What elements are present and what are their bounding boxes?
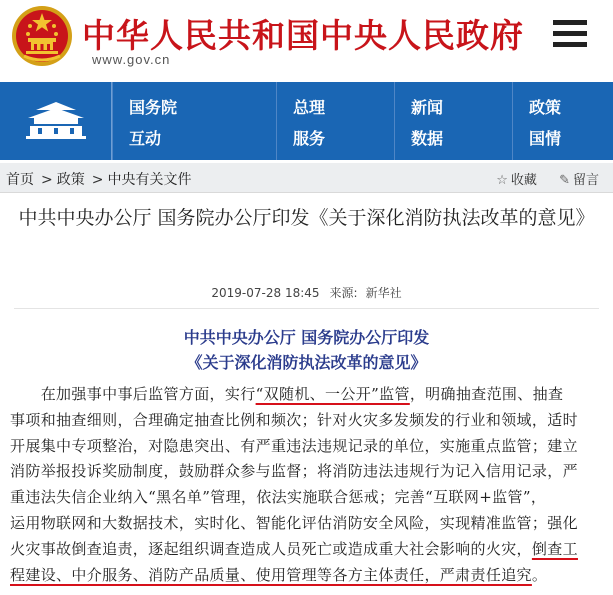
main-nav — [0, 82, 613, 160]
star-icon: ☆ — [496, 173, 508, 188]
article-body — [10, 382, 603, 588]
pencil-icon: ✎ — [559, 173, 570, 188]
breadcrumb-separator: > — [91, 172, 104, 188]
body-line — [10, 408, 603, 434]
text-segment: 运用物联网和大数据技术，实时化、智能化评估消防安全风险，实现精准监管；强化 — [10, 513, 578, 532]
favorite-label: 收藏 — [510, 173, 537, 188]
source-name: 新华社 — [365, 286, 402, 300]
hamburger-menu-icon[interactable] — [553, 20, 587, 48]
nav-column-4 — [512, 82, 613, 160]
nav-item-policy[interactable]: 政策 — [529, 98, 562, 117]
breadcrumb — [6, 169, 194, 189]
article-heading-issuers: 中共中央办公厅 国务院办公厅印发 — [183, 328, 430, 347]
site-url: www.gov.cn — [92, 52, 171, 67]
text-segment: ，明确抽查范围、抽查 — [409, 385, 564, 403]
nav-item-news[interactable]: 新闻 — [411, 98, 444, 117]
text-segment: 在加强事中事后监管方面，实行 — [10, 385, 256, 403]
nav-column-3 — [394, 82, 512, 160]
text-segment: 。 — [531, 565, 548, 584]
breadcrumb-separator: > — [41, 172, 53, 188]
text-segment: 事项和抽查细则，合理确定抽查比例和频次；针对火灾多发频发的行业和领域，适时 — [10, 410, 578, 429]
body-line — [10, 563, 603, 589]
nav-item-services[interactable]: 服务 — [293, 129, 326, 148]
body-line — [10, 434, 603, 460]
text-segment: 火灾事故倒查追责，逐起组织调查造成人员死亡或造成重大社会影响的火灾， — [10, 539, 532, 558]
breadcrumb-central-documents[interactable]: 中央有关文件 — [107, 172, 192, 188]
highlighted-text: 倒查工 — [531, 539, 578, 558]
favorite-button[interactable] — [496, 173, 537, 188]
nav-column-1 — [112, 82, 276, 160]
national-emblem-icon[interactable] — [10, 4, 74, 68]
nav-item-interaction[interactable]: 互动 — [129, 129, 162, 148]
text-segment: 重违法失信企业纳入“黑名单”管理，依法实施联合惩戒；完善“互联网+监管”， — [10, 488, 547, 507]
comment-label: 留言 — [572, 173, 599, 188]
article-heading-document: 《关于深化消防执法改革的意见》 — [186, 353, 427, 372]
nav-column-2 — [276, 82, 394, 160]
body-line — [10, 382, 603, 408]
breadcrumb-policy[interactable]: 政策 — [56, 172, 85, 188]
highlighted-text: 程建设、中介服务、消防产品质量、使用管理等各方主体责任，严肃责任追究 — [10, 565, 532, 584]
title-divider — [14, 308, 599, 309]
source-label: 来源: — [329, 286, 358, 300]
nav-item-state-council[interactable]: 国务院 — [129, 98, 178, 117]
body-line — [10, 537, 603, 563]
nav-item-national-info[interactable]: 国情 — [529, 129, 562, 148]
site-header — [0, 0, 613, 80]
nav-home[interactable] — [0, 82, 112, 160]
body-line — [10, 485, 603, 511]
breadcrumb-home[interactable]: 首页 — [6, 172, 34, 188]
comment-button[interactable] — [559, 173, 599, 188]
body-line — [10, 459, 603, 485]
tiananmen-icon — [0, 82, 112, 160]
publish-date: 2019-07-28 18:45 — [211, 286, 320, 300]
nav-item-data[interactable]: 数据 — [411, 129, 444, 148]
nav-item-premier[interactable]: 总理 — [293, 98, 326, 117]
article-actions — [478, 169, 599, 188]
highlighted-text: “双随机、一公开”监管 — [255, 385, 410, 403]
nav-grid — [112, 82, 613, 160]
breadcrumb-bar — [0, 163, 613, 193]
text-segment: 开展集中专项整治，对隐患突出、有严重违法违规记录的单位，实施重点监管；建立 — [10, 436, 578, 455]
article-title: 中共中央办公厅 国务院办公厅印发《关于深化消防执法改革的意见》 — [18, 207, 595, 229]
article-meta — [0, 284, 613, 301]
site-title[interactable]: 中华人民共和国中央人民政府 — [82, 16, 524, 55]
body-line — [10, 511, 603, 537]
text-segment: 消防举报投诉奖励制度，鼓励群众参与监督；将消防违法违规行为记入信用记录，严 — [10, 462, 578, 481]
